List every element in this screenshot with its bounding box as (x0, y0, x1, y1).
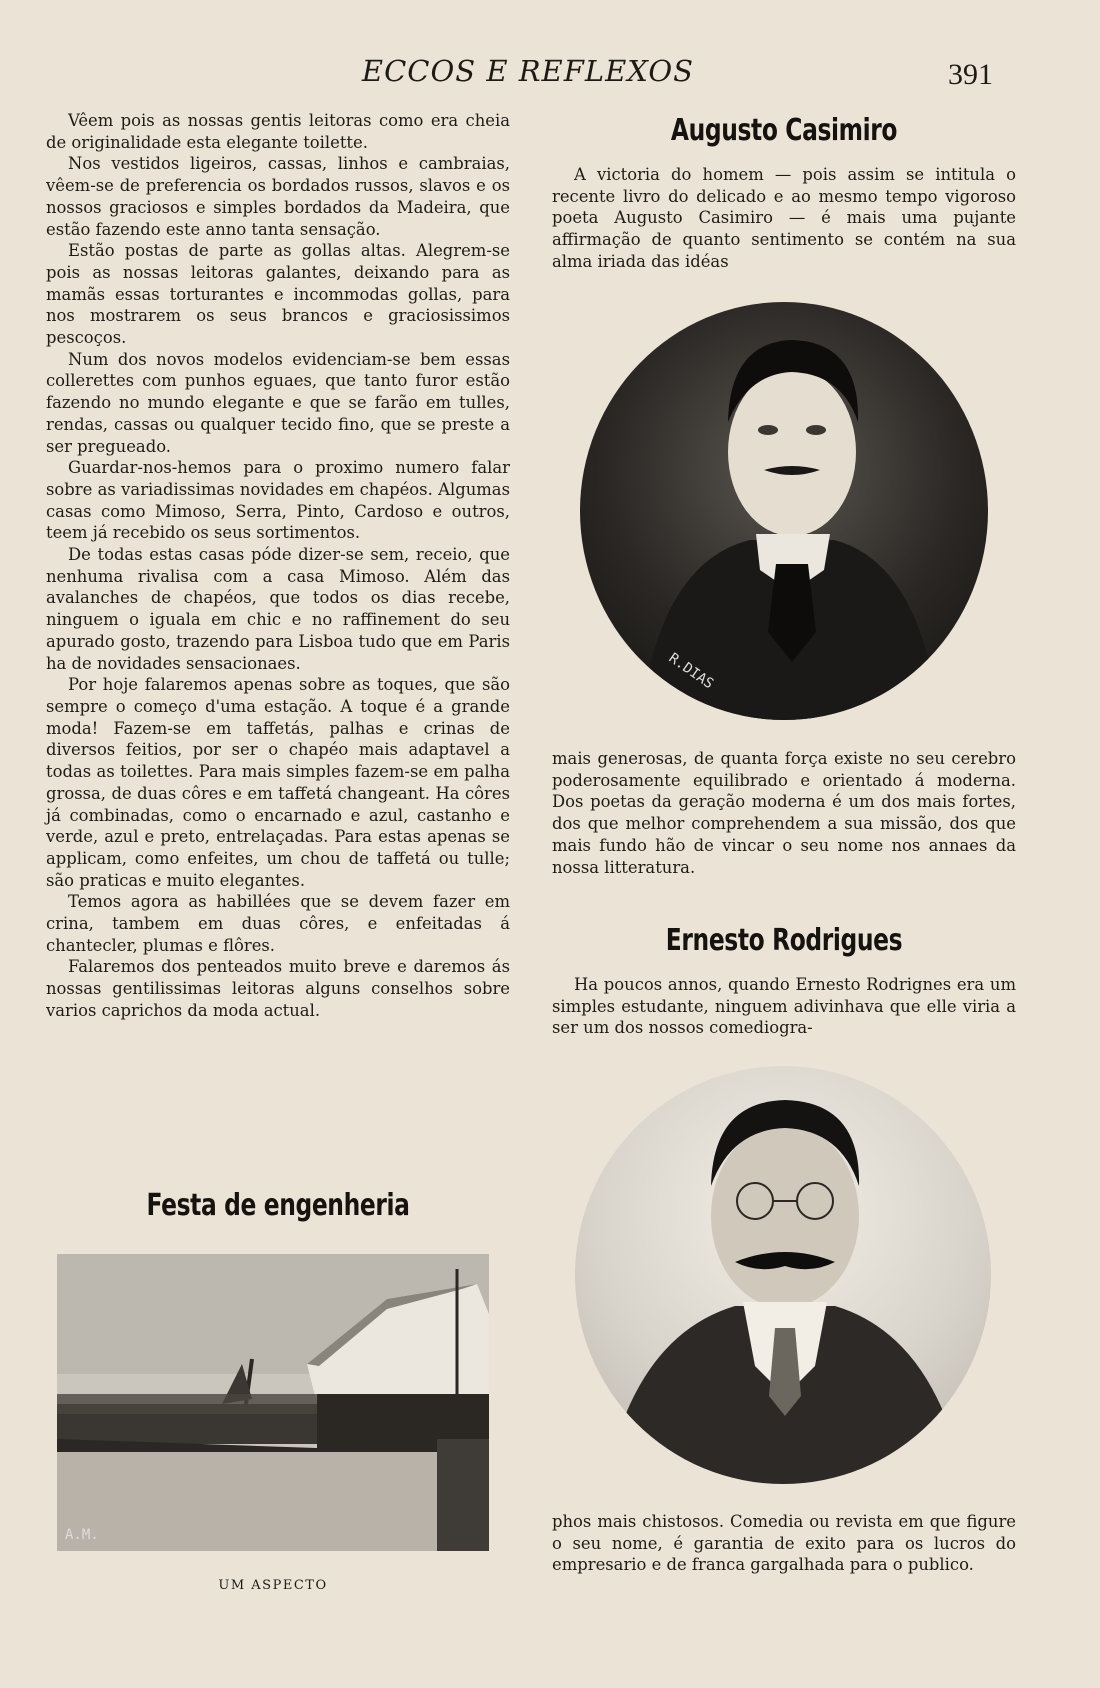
fashion-paragraph: Vêem pois as nossas gentis leitoras como era cheia de originalidade esta elegante toilette. (46, 111, 510, 152)
svg-text:A.M.: A.M. (65, 1527, 99, 1543)
svg-text:R.DIAS: R.DIAS (665, 650, 717, 693)
fashion-paragraph: Estão postas de parte as gollas altas. Alegrem-se pois as nossas leitoras galantes, deixando para as mamãs essas torturantes e incommodas gollas, para nos mostrarem os seus brancos e graciosissimos pescoços. (46, 241, 510, 348)
fashion-paragraph: Temos agora as habillées que se devem fazer em crina, tambem em duas côres, e enfeitadas á chantecler, plumas e flôres. (46, 892, 510, 955)
festa-heading: Festa de engenheria (146, 1188, 410, 1223)
casimiro-intro-text: A victoria do homem — pois assim se intitula o recente livro do delicado e ao mesmo tempo vigoroso poeta Augusto Casimiro — é mais uma pujante affirmação de quanto sentimento se contém na sua alma iriada das idéas (552, 165, 1016, 271)
fashion-paragraph: Guardar-nos-hemos para o proximo numero falar sobre as variadissimas novidades em chapéos. Algumas casas como Mimoso, Serra, Pinto, Cardoso e outros, teem já recebido os seus sortimentos. (46, 458, 510, 543)
festa-caption: UM ASPECTO (218, 1578, 328, 1593)
casimiro-continuation-text: mais generosas, de quanta força existe no seu cerebro poderosamente equilibrado e orientado á moderna. Dos poetas da geração moderna é um dos mais fortes, dos que melhor comprehendem a sua missão, dos que mais fundo hão de vincar o seu nome nos annaes da nossa litteratura. (552, 749, 1016, 877)
page-number: 391 (948, 58, 993, 91)
ernesto-portrait (575, 1066, 991, 1484)
ernesto-continuation (552, 1511, 1016, 1576)
casimiro-continuation (552, 748, 1016, 878)
festa-photo (57, 1254, 489, 1551)
ernesto-intro-text: Ha poucos annos, quando Ernesto Rodrignes era um simples estudante, ninguem adivinhava que elle viria a ser um dos nossos comediogra- (552, 975, 1016, 1038)
fashion-paragraph: De todas estas casas póde dizer-se sem, receio, que nenhuma rivalisa com a casa Mimoso. Além das avalanches de chapéos, que todos os dias recebe, ninguem o iguala em chic e no raffinement do seu apurado gosto, trazendo para Lisboa tudo que em Paris ha de novidades sensacionaes. (46, 545, 510, 673)
fashion-paragraph: Nos vestidos ligeiros, cassas, linhos e cambraias, vêem-se de preferencia os bordados russos, slavos e os nossos graciosos e simples bordados da Madeira, que estão fazendo este anno tanta sensação. (46, 154, 510, 239)
fashion-paragraph: Num dos novos modelos evidenciam-se bem essas collerettes com punhos eguaes, que tanto furor estão fazendo no mundo elegante e que se farão em tulles, rendas, cassas ou qualquer tecido fino, que se preste a ser pregueado. (46, 349, 510, 456)
casimiro-intro (552, 164, 1016, 273)
fashion-paragraph: Falaremos dos penteados muito breve e daremos ás nossas gentilissimas leitoras alguns conselhos sobre varios caprichos da moda actual. (46, 957, 510, 1020)
ernesto-intro (552, 974, 1016, 1039)
ernesto-continuation-text: phos mais chistosos. Comedia ou revista em que figure o seu nome, é garantia de exito para os lucros do empresario e de franca gargalhada para o publico. (552, 1512, 1016, 1575)
casimiro-portrait-signature (580, 302, 988, 720)
ernesto-heading: Ernesto Rodrigues (665, 923, 903, 958)
ernesto-portrait-image (575, 1066, 991, 1484)
fashion-article (46, 110, 510, 1022)
festa-photo-signature (57, 1254, 489, 1551)
casimiro-portrait (580, 302, 988, 720)
casimiro-heading: Augusto Casimiro (670, 113, 898, 148)
fashion-paragraph: Por hoje falaremos apenas sobre as toques, que são sempre o começo d'uma estação. A toque é a grande moda! Fazem-se em taffetás, palhas e crinas de diversos feitios, por ser o chapéo mais adaptavel a todas as toilettes. Para mais simples fazem-se em palha grossa, de duas côres e em taffetá changeant. Ha côres já combinadas, como o encarnado e azul, castanho e verde, azul e preto, entrelaçadas. Para estas apenas se applicam, como enfeites, um chou de taffetá ou tulle; são praticas e muito elegantes. (46, 675, 510, 890)
running-title: ECCOS E REFLEXOS (361, 54, 695, 88)
